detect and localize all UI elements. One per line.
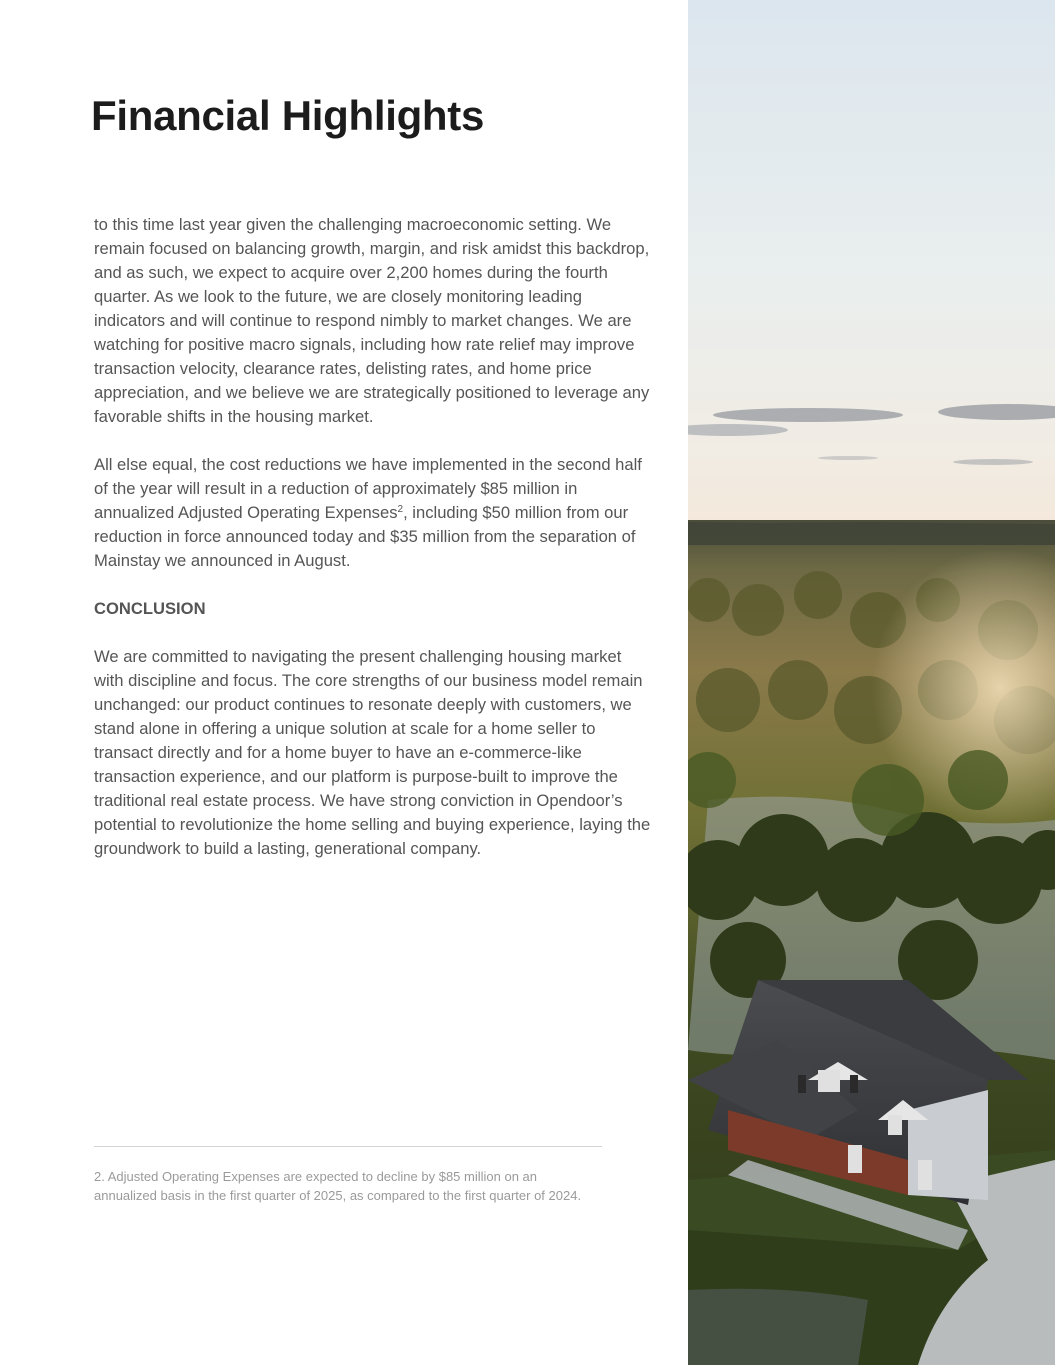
house-aerial-photo: [688, 0, 1055, 1365]
footnote-text: 2. Adjusted Operating Expenses are expected to decline by $85 million on an annualized basis in the first quarter of 2025, as compared to the first quarter of 2024.: [94, 1169, 582, 1203]
body-text: [94, 213, 654, 885]
conclusion-heading: CONCLUSION: [94, 599, 206, 618]
paragraph-outlook: to this time last year given the challenging macroeconomic setting. We remain focused on balancing growth, margin, and risk amidst this backdrop, and as such, we expect to acquire over 2,200 homes during the fourth quarter. As we look to the future, we are closely monitoring leading indicators and will continue to respond nimbly to market changes. We are watching for positive macro signals, including how rate relief may improve transaction velocity, clearance rates, delisting rates, and home price appreciation, and we believe we are strategically positioned to leverage any favorable shifts in the housing market.: [94, 215, 650, 426]
paragraph-cost-reductions: [94, 453, 654, 573]
cost-reductions-text-part1: All else equal, the cost reductions we have implemented in the second half of the year will result in a reduction of approximately $85 million in annualized Adjusted Operating Expenses: [94, 455, 642, 522]
footnote-divider: [94, 1146, 602, 1147]
paragraph-conclusion: We are committed to navigating the present challenging housing market with discipline and focus. The core strengths of our business model remain unchanged: our product continues to resonate deeply with customers, we stand alone in offering a unique solution at scale for a home seller to transact directly and for a home buyer to have an e-commerce-like transaction experience, and our platform is purpose-built to improve the traditional real estate process. We have strong conviction in Opendoor’s potential to revolutionize the home selling and buying experience, laying the groundwork to build a lasting, generational company.: [94, 647, 651, 858]
footnote-reference: 2: [397, 504, 404, 515]
page-title: Financial Highlights: [91, 92, 485, 139]
cost-reductions-text-part2: , including $50 million from our reduction in force announced today and $35 million from the separation of Mainstay we announced in August.: [94, 503, 636, 570]
